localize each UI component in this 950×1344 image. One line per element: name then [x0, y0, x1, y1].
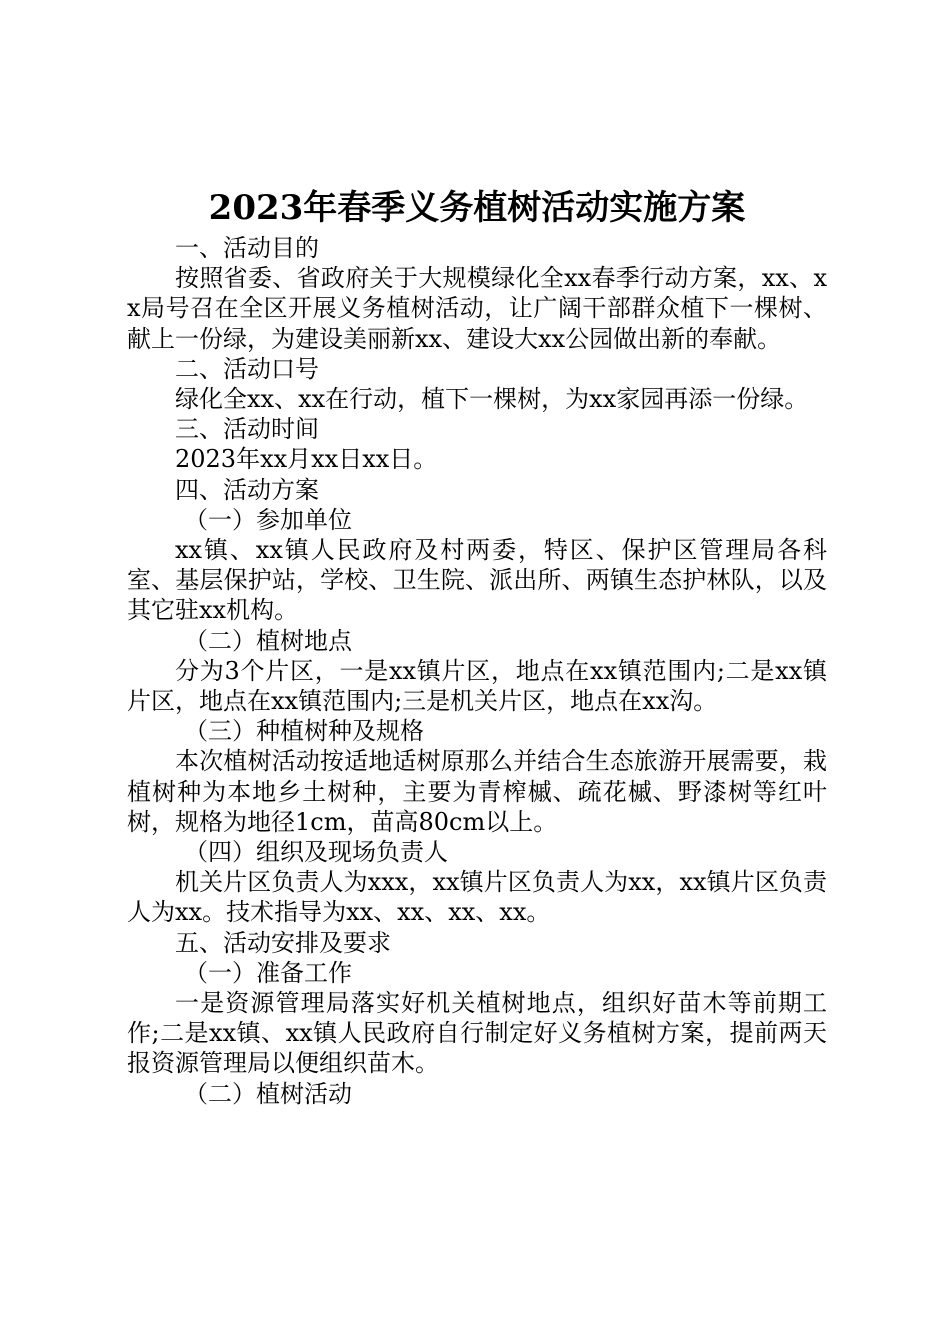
sub-heading: （四）组织及现场负责人 [184, 838, 448, 867]
body-paragraph: 本次植树活动按适地适树原那么并结合生态旅游开展需要，栽植树种为本地乡土树种，主要为青榨槭、疏花槭、野漆树等红叶树，规格为地径1cm，苗高80cm以上。 [127, 747, 827, 836]
document-title: 2023年春季义务植树活动实施方案 [208, 188, 746, 228]
section-heading: 一、活动目的 [175, 234, 319, 262]
body-paragraph: 一是资源管理局落实好机关植树地点，组织好苗木等前期工作;二是xx镇、xx镇人民政府自行制定好义务植树方案，提前两天报资源管理局以便组织苗木。 [127, 989, 827, 1078]
sub-heading: （二）植树活动 [184, 1079, 352, 1108]
body-paragraph: 2023年xx月xx日xx日。 [175, 445, 438, 474]
section-heading: 三、活动时间 [175, 415, 319, 444]
document-body [127, 183, 827, 1109]
section-heading: 五、活动安排及要求 [175, 928, 391, 957]
section-heading: 四、活动方案 [175, 475, 319, 504]
sub-heading: （二）植树地点 [184, 626, 352, 655]
body-paragraph: 按照省委、省政府关于大规模绿化全xx春季行动方案，xx、xx局号召在全区开展义务植树活动，让广阔干部群众植下一棵树、献上一份绿，为建设美丽新xx、建设大xx公园做出新的奉献。 [127, 264, 827, 353]
sub-heading: （三）种植树种及规格 [184, 717, 424, 746]
body-paragraph: 绿化全xx、xx在行动，植下一棵树，为xx家园再添一份绿。 [175, 385, 809, 414]
sub-heading: （一）参加单位 [184, 505, 352, 534]
body-paragraph: 机关片区负责人为xxx，xx镇片区负责人为xx，xx镇片区负责人为xx。技术指导为xx、xx、xx、xx。 [127, 868, 827, 927]
section-heading: 二、活动口号 [175, 354, 319, 383]
body-paragraph: xx镇、xx镇人民政府及村两委，特区、保护区管理局各科室、基层保护站，学校、卫生院、派出所、两镇生态护林队，以及其它驻xx机构。 [127, 536, 827, 625]
body-paragraph: 分为3个片区，一是xx镇片区，地点在xx镇范围内;二是xx镇片区，地点在xx镇范围内;三是机关片区，地点在xx沟。 [127, 656, 827, 716]
sub-heading: （一）准备工作 [184, 958, 352, 987]
